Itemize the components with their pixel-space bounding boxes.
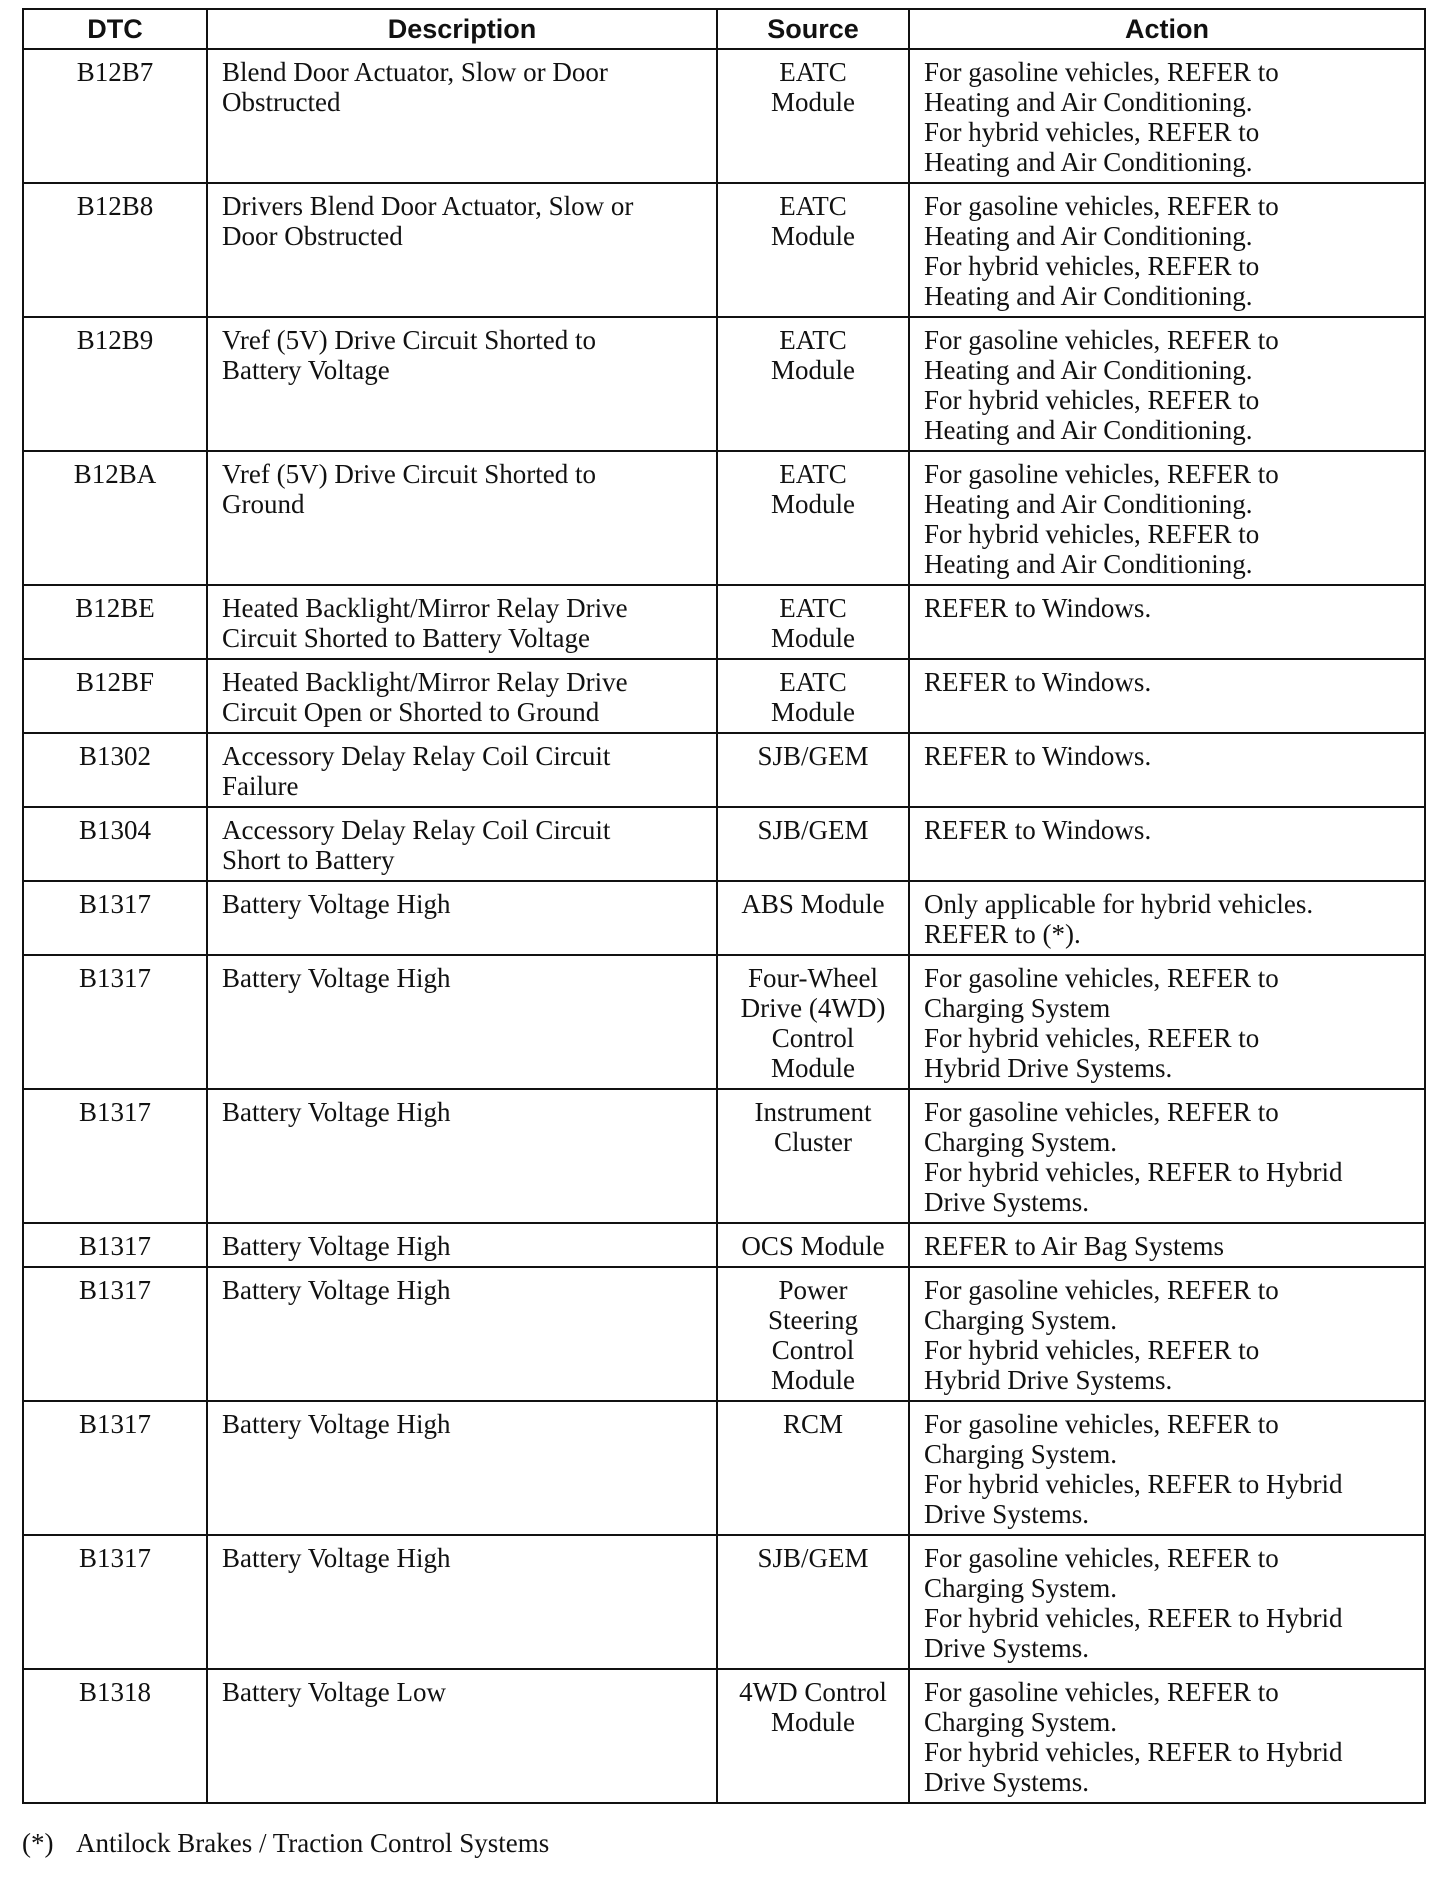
cell-description: Battery Voltage High bbox=[207, 1223, 717, 1267]
cell-dtc: B1317 bbox=[23, 955, 207, 1089]
table-row bbox=[23, 585, 1425, 659]
cell-description: Battery Voltage High bbox=[207, 1401, 717, 1535]
table-row bbox=[23, 733, 1425, 807]
cell-description: Accessory Delay Relay Coil Circuit Failure bbox=[207, 733, 717, 807]
cell-description: Battery Voltage High bbox=[207, 955, 717, 1089]
cell-action: REFER to Windows. bbox=[909, 659, 1425, 733]
cell-dtc: B1318 bbox=[23, 1669, 207, 1803]
cell-dtc: B12B7 bbox=[23, 49, 207, 183]
cell-description: Battery Voltage High bbox=[207, 1267, 717, 1401]
table-row bbox=[23, 183, 1425, 317]
cell-source: 4WD Control Module bbox=[717, 1669, 909, 1803]
cell-dtc: B12BE bbox=[23, 585, 207, 659]
cell-dtc: B1317 bbox=[23, 881, 207, 955]
table-row bbox=[23, 1535, 1425, 1669]
table-row bbox=[23, 659, 1425, 733]
cell-description: Battery Voltage High bbox=[207, 1089, 717, 1223]
cell-description: Drivers Blend Door Actuator, Slow or Door Obstructed bbox=[207, 183, 717, 317]
cell-description: Vref (5V) Drive Circuit Shorted to Ground bbox=[207, 451, 717, 585]
table-row bbox=[23, 1223, 1425, 1267]
cell-dtc: B1302 bbox=[23, 733, 207, 807]
table-row bbox=[23, 1669, 1425, 1803]
table-header bbox=[23, 9, 1425, 49]
cell-action: For gasoline vehicles, REFER to Charging System. For hybrid vehicles, REFER to Hybrid Drive Systems. bbox=[909, 1089, 1425, 1223]
cell-description: Heated Backlight/Mirror Relay Drive Circuit Open or Shorted to Ground bbox=[207, 659, 717, 733]
cell-action: For gasoline vehicles, REFER to Heating and Air Conditioning. For hybrid vehicles, REFER to Heating and Air Conditioning. bbox=[909, 451, 1425, 585]
table-row bbox=[23, 1401, 1425, 1535]
cell-action: Only applicable for hybrid vehicles. REFER to (*). bbox=[909, 881, 1425, 955]
cell-dtc: B1317 bbox=[23, 1401, 207, 1535]
cell-dtc: B1317 bbox=[23, 1089, 207, 1223]
cell-source: RCM bbox=[717, 1401, 909, 1535]
header-dtc: DTC bbox=[23, 9, 207, 49]
cell-action: For gasoline vehicles, REFER to Heating and Air Conditioning. For hybrid vehicles, REFER to Heating and Air Conditioning. bbox=[909, 183, 1425, 317]
cell-source: OCS Module bbox=[717, 1223, 909, 1267]
cell-source: Four-Wheel Drive (4WD) Control Module bbox=[717, 955, 909, 1089]
cell-source: Instrument Cluster bbox=[717, 1089, 909, 1223]
footnote-text: Antilock Brakes / Traction Control Systems bbox=[76, 1828, 550, 1858]
cell-description: Accessory Delay Relay Coil Circuit Short to Battery bbox=[207, 807, 717, 881]
table-row bbox=[23, 49, 1425, 183]
cell-source: EATC Module bbox=[717, 659, 909, 733]
header-description: Description bbox=[207, 9, 717, 49]
cell-dtc: B1317 bbox=[23, 1267, 207, 1401]
cell-description: Battery Voltage Low bbox=[207, 1669, 717, 1803]
cell-action: For gasoline vehicles, REFER to Heating and Air Conditioning. For hybrid vehicles, REFER to Heating and Air Conditioning. bbox=[909, 317, 1425, 451]
table-body bbox=[23, 49, 1425, 1803]
table-row bbox=[23, 1267, 1425, 1401]
header-action: Action bbox=[909, 9, 1425, 49]
cell-dtc: B1317 bbox=[23, 1223, 207, 1267]
cell-source: SJB/GEM bbox=[717, 807, 909, 881]
cell-action: For gasoline vehicles, REFER to Charging System For hybrid vehicles, REFER to Hybrid Drive Systems. bbox=[909, 955, 1425, 1089]
cell-action: REFER to Air Bag Systems bbox=[909, 1223, 1425, 1267]
cell-description: Blend Door Actuator, Slow or Door Obstructed bbox=[207, 49, 717, 183]
document-page bbox=[22, 8, 1424, 1804]
cell-action: For gasoline vehicles, REFER to Heating and Air Conditioning. For hybrid vehicles, REFER to Heating and Air Conditioning. bbox=[909, 49, 1425, 183]
cell-action: REFER to Windows. bbox=[909, 733, 1425, 807]
cell-action: REFER to Windows. bbox=[909, 585, 1425, 659]
footnote-marker: (*) bbox=[22, 1828, 54, 1858]
cell-source: SJB/GEM bbox=[717, 1535, 909, 1669]
cell-action: For gasoline vehicles, REFER to Charging System. For hybrid vehicles, REFER to Hybrid Drive Systems. bbox=[909, 1401, 1425, 1535]
cell-description: Vref (5V) Drive Circuit Shorted to Battery Voltage bbox=[207, 317, 717, 451]
cell-dtc: B1304 bbox=[23, 807, 207, 881]
cell-source: EATC Module bbox=[717, 585, 909, 659]
cell-description: Heated Backlight/Mirror Relay Drive Circuit Shorted to Battery Voltage bbox=[207, 585, 717, 659]
header-row bbox=[23, 9, 1425, 49]
table-row bbox=[23, 451, 1425, 585]
cell-dtc: B12BA bbox=[23, 451, 207, 585]
cell-dtc: B12B8 bbox=[23, 183, 207, 317]
cell-source: SJB/GEM bbox=[717, 733, 909, 807]
cell-description: Battery Voltage High bbox=[207, 881, 717, 955]
footnote bbox=[22, 1826, 549, 1860]
cell-source: EATC Module bbox=[717, 183, 909, 317]
table-row bbox=[23, 955, 1425, 1089]
cell-source: Power Steering Control Module bbox=[717, 1267, 909, 1401]
cell-action: For gasoline vehicles, REFER to Charging System. For hybrid vehicles, REFER to Hybrid Drive Systems. bbox=[909, 1535, 1425, 1669]
cell-dtc: B12BF bbox=[23, 659, 207, 733]
cell-source: EATC Module bbox=[717, 49, 909, 183]
cell-action: For gasoline vehicles, REFER to Charging System. For hybrid vehicles, REFER to Hybrid Drive Systems. bbox=[909, 1669, 1425, 1803]
dtc-table bbox=[22, 8, 1426, 1804]
cell-source: EATC Module bbox=[717, 451, 909, 585]
table-row bbox=[23, 1089, 1425, 1223]
cell-dtc: B1317 bbox=[23, 1535, 207, 1669]
table-row bbox=[23, 807, 1425, 881]
table-row bbox=[23, 317, 1425, 451]
cell-source: EATC Module bbox=[717, 317, 909, 451]
header-source: Source bbox=[717, 9, 909, 49]
cell-action: REFER to Windows. bbox=[909, 807, 1425, 881]
cell-source: ABS Module bbox=[717, 881, 909, 955]
cell-action: For gasoline vehicles, REFER to Charging System. For hybrid vehicles, REFER to Hybrid Drive Systems. bbox=[909, 1267, 1425, 1401]
table-row bbox=[23, 881, 1425, 955]
cell-description: Battery Voltage High bbox=[207, 1535, 717, 1669]
cell-dtc: B12B9 bbox=[23, 317, 207, 451]
